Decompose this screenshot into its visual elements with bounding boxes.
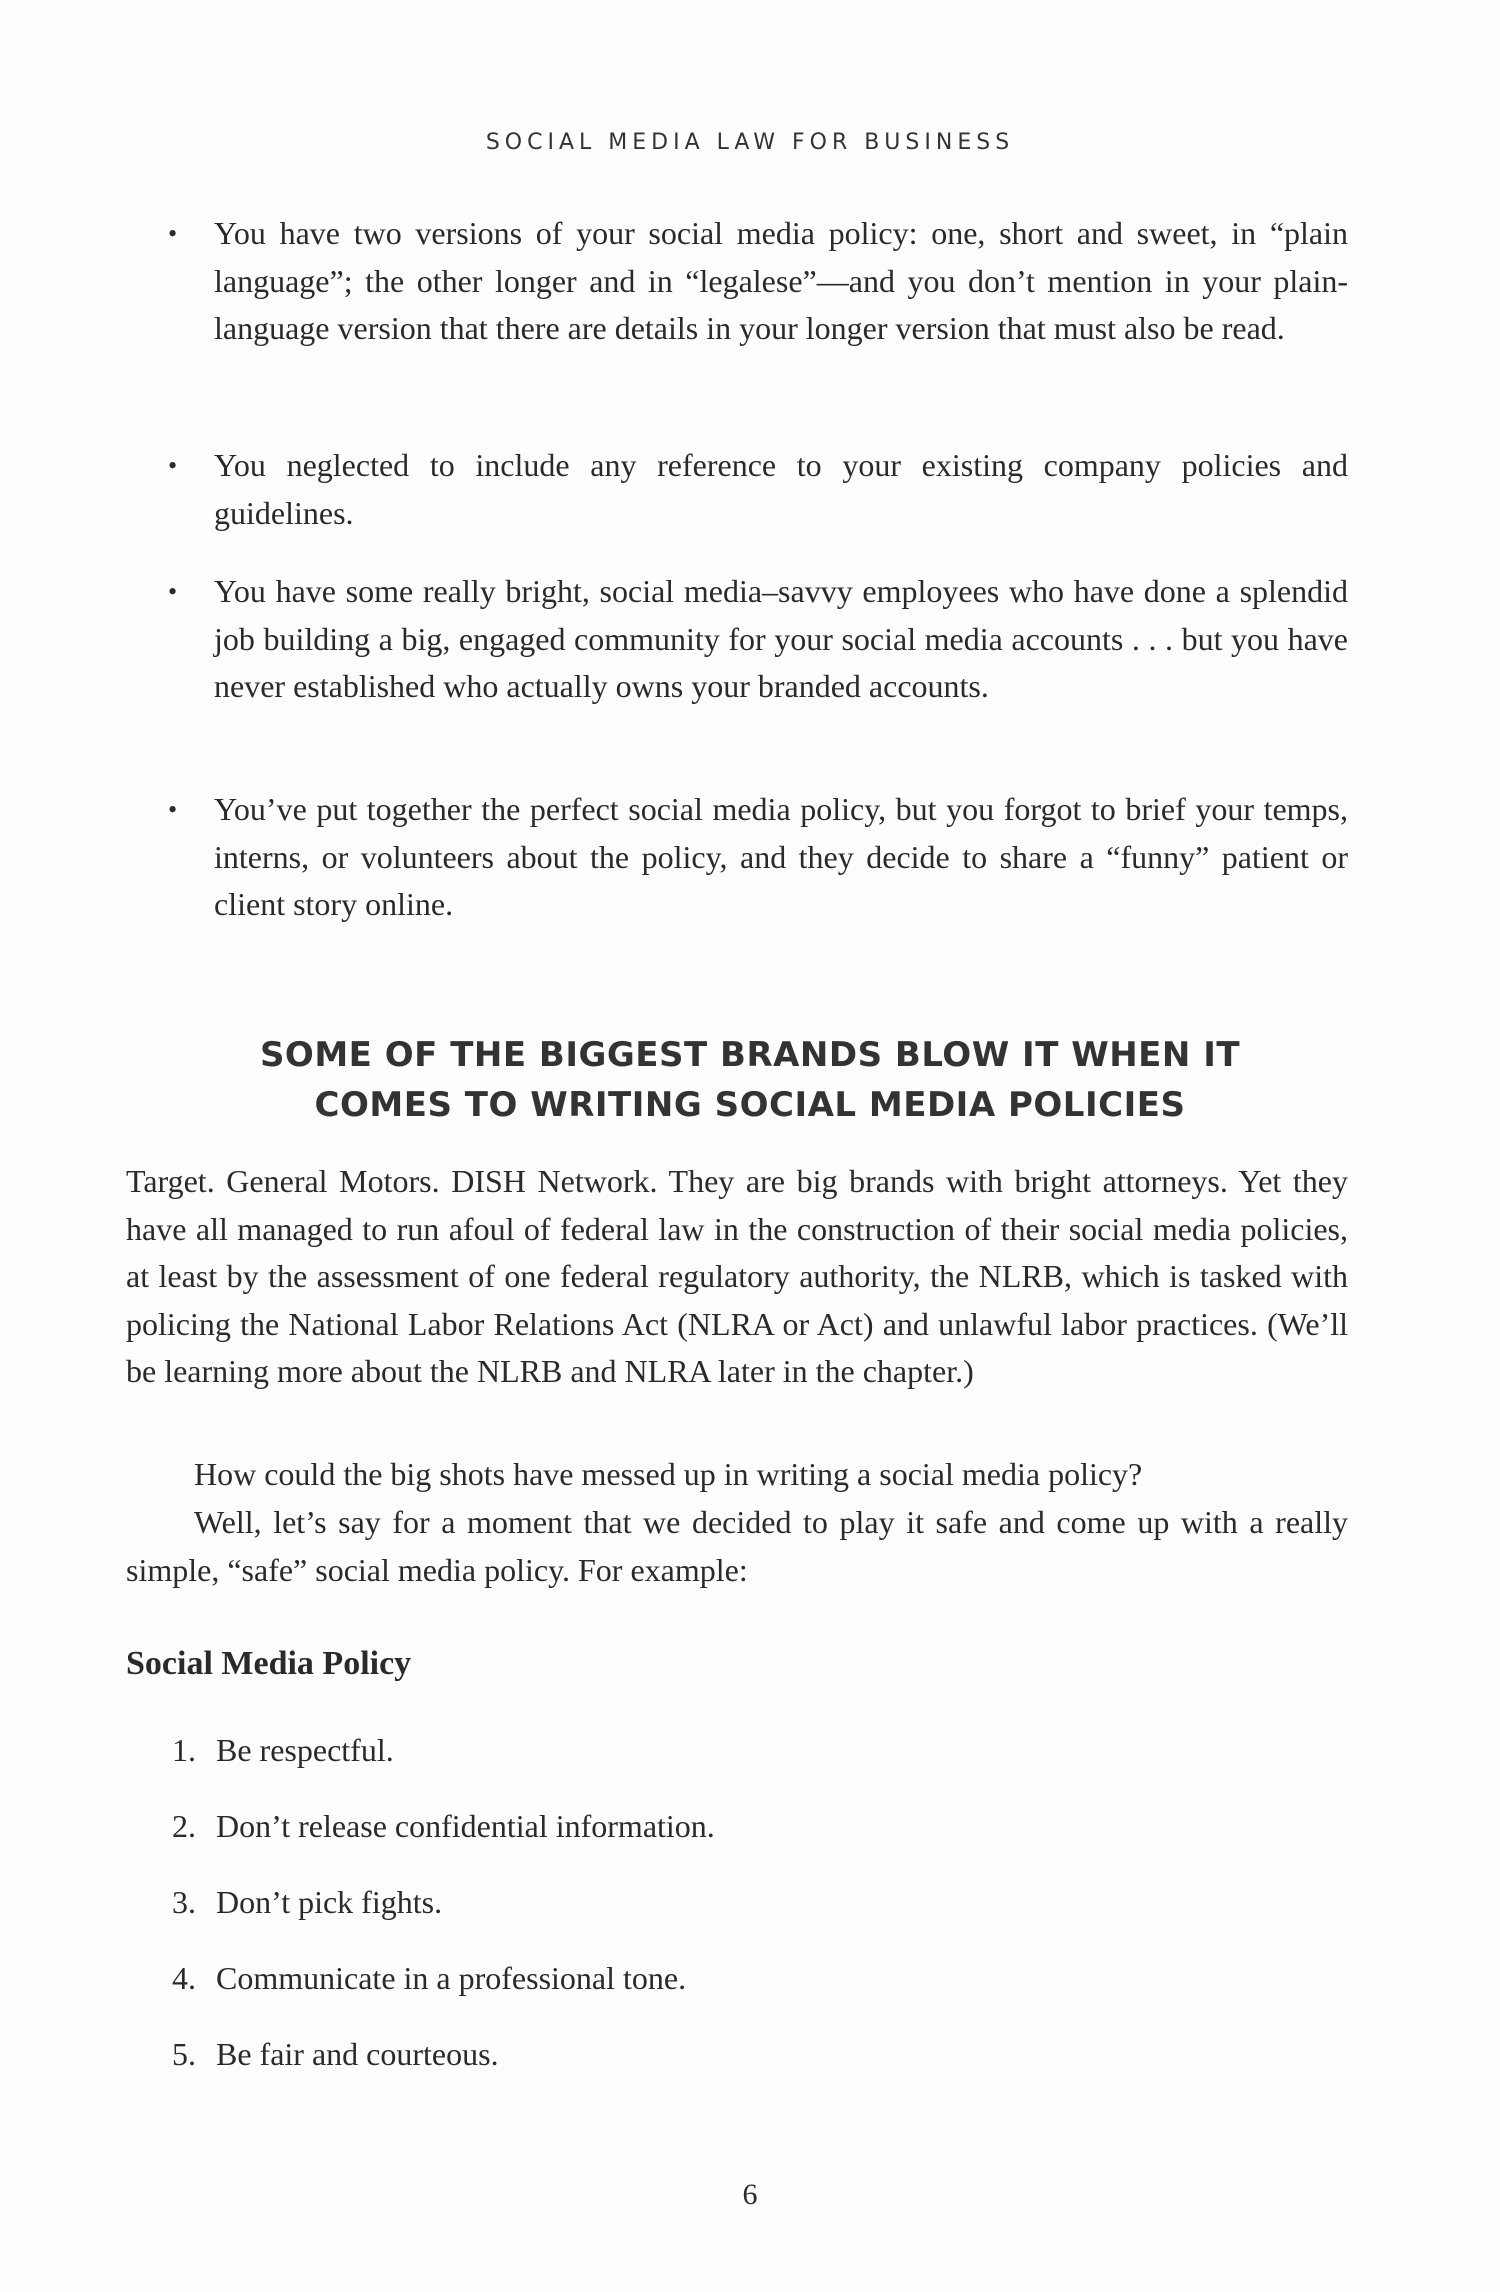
bullet-text: You have some really bright, social media–savvy employees who have done a splendid job building a big, engaged community for your social media accounts . . . but you have never established who actually owns your branded accounts. bbox=[214, 573, 1348, 705]
bullet-icon: • bbox=[168, 451, 178, 480]
policy-title: Social Media Policy bbox=[126, 1645, 412, 1682]
bullet-text: You neglected to include any reference to your existing company policies and guidelines. bbox=[214, 447, 1348, 531]
item-number: 1. bbox=[172, 1732, 196, 1768]
bullet-text: You’ve put together the perfect social media policy, but you forgot to brief your temps, interns, or volunteers about the policy, and they decide to share a “funny” patient or client story online. bbox=[214, 791, 1348, 923]
policy-item bbox=[172, 1884, 442, 1921]
item-number: 5. bbox=[172, 2036, 196, 2072]
item-text: Don’t release confidential information. bbox=[216, 1808, 715, 1844]
body-paragraph: Target. General Motors. DISH Network. They are big brands with bright attorneys. Yet they have all managed to run afoul of federal law in the construction of their social media policies, at least by the assessment of one federal regulatory authority, the NLRB, which is tasked with policing the National Labor Relations Act (NLRA or Act) and unlawful labor practices. (We’ll be learning more about the NLRB and NLRA later in the chapter.) bbox=[126, 1163, 1348, 1390]
item-number: 4. bbox=[172, 1960, 196, 1996]
bullet-item bbox=[168, 210, 1348, 353]
bullet-icon: • bbox=[168, 577, 178, 606]
running-header: SOCIAL MEDIA LAW FOR BUSINESS bbox=[485, 130, 1015, 155]
bullet-item bbox=[168, 568, 1348, 711]
body-paragraph: How could the big shots have messed up in writing a social media policy? bbox=[194, 1456, 1143, 1492]
item-number: 3. bbox=[172, 1884, 196, 1920]
policy-item bbox=[172, 1960, 686, 1997]
policy-item bbox=[172, 2036, 499, 2073]
bullet-icon: • bbox=[168, 795, 178, 824]
section-heading bbox=[0, 1030, 1500, 1130]
policy-item bbox=[172, 1732, 394, 1769]
item-text: Be respectful. bbox=[216, 1732, 394, 1768]
bullet-icon: • bbox=[168, 219, 178, 248]
section-heading-line: COMES TO WRITING SOCIAL MEDIA POLICIES bbox=[314, 1085, 1186, 1125]
body-paragraph: Well, let’s say for a moment that we decided to play it safe and come up with a really simple, “safe” social media policy. For example: bbox=[126, 1504, 1348, 1588]
item-text: Communicate in a professional tone. bbox=[216, 1960, 687, 1996]
item-text: Don’t pick fights. bbox=[216, 1884, 443, 1920]
section-heading-line: SOME OF THE BIGGEST BRANDS BLOW IT WHEN IT bbox=[259, 1035, 1241, 1075]
bullet-item bbox=[168, 786, 1348, 929]
bullet-item bbox=[168, 442, 1348, 537]
item-text: Be fair and courteous. bbox=[216, 2036, 499, 2072]
item-number: 2. bbox=[172, 1808, 196, 1844]
bullet-text: You have two versions of your social media policy: one, short and sweet, in “plain language”; the other longer and in “legalese”—and you don’t mention in your plain-language version that there are details in your longer version that must also be read. bbox=[214, 215, 1348, 347]
policy-item bbox=[172, 1808, 715, 1845]
page-number: 6 bbox=[742, 2178, 758, 2211]
